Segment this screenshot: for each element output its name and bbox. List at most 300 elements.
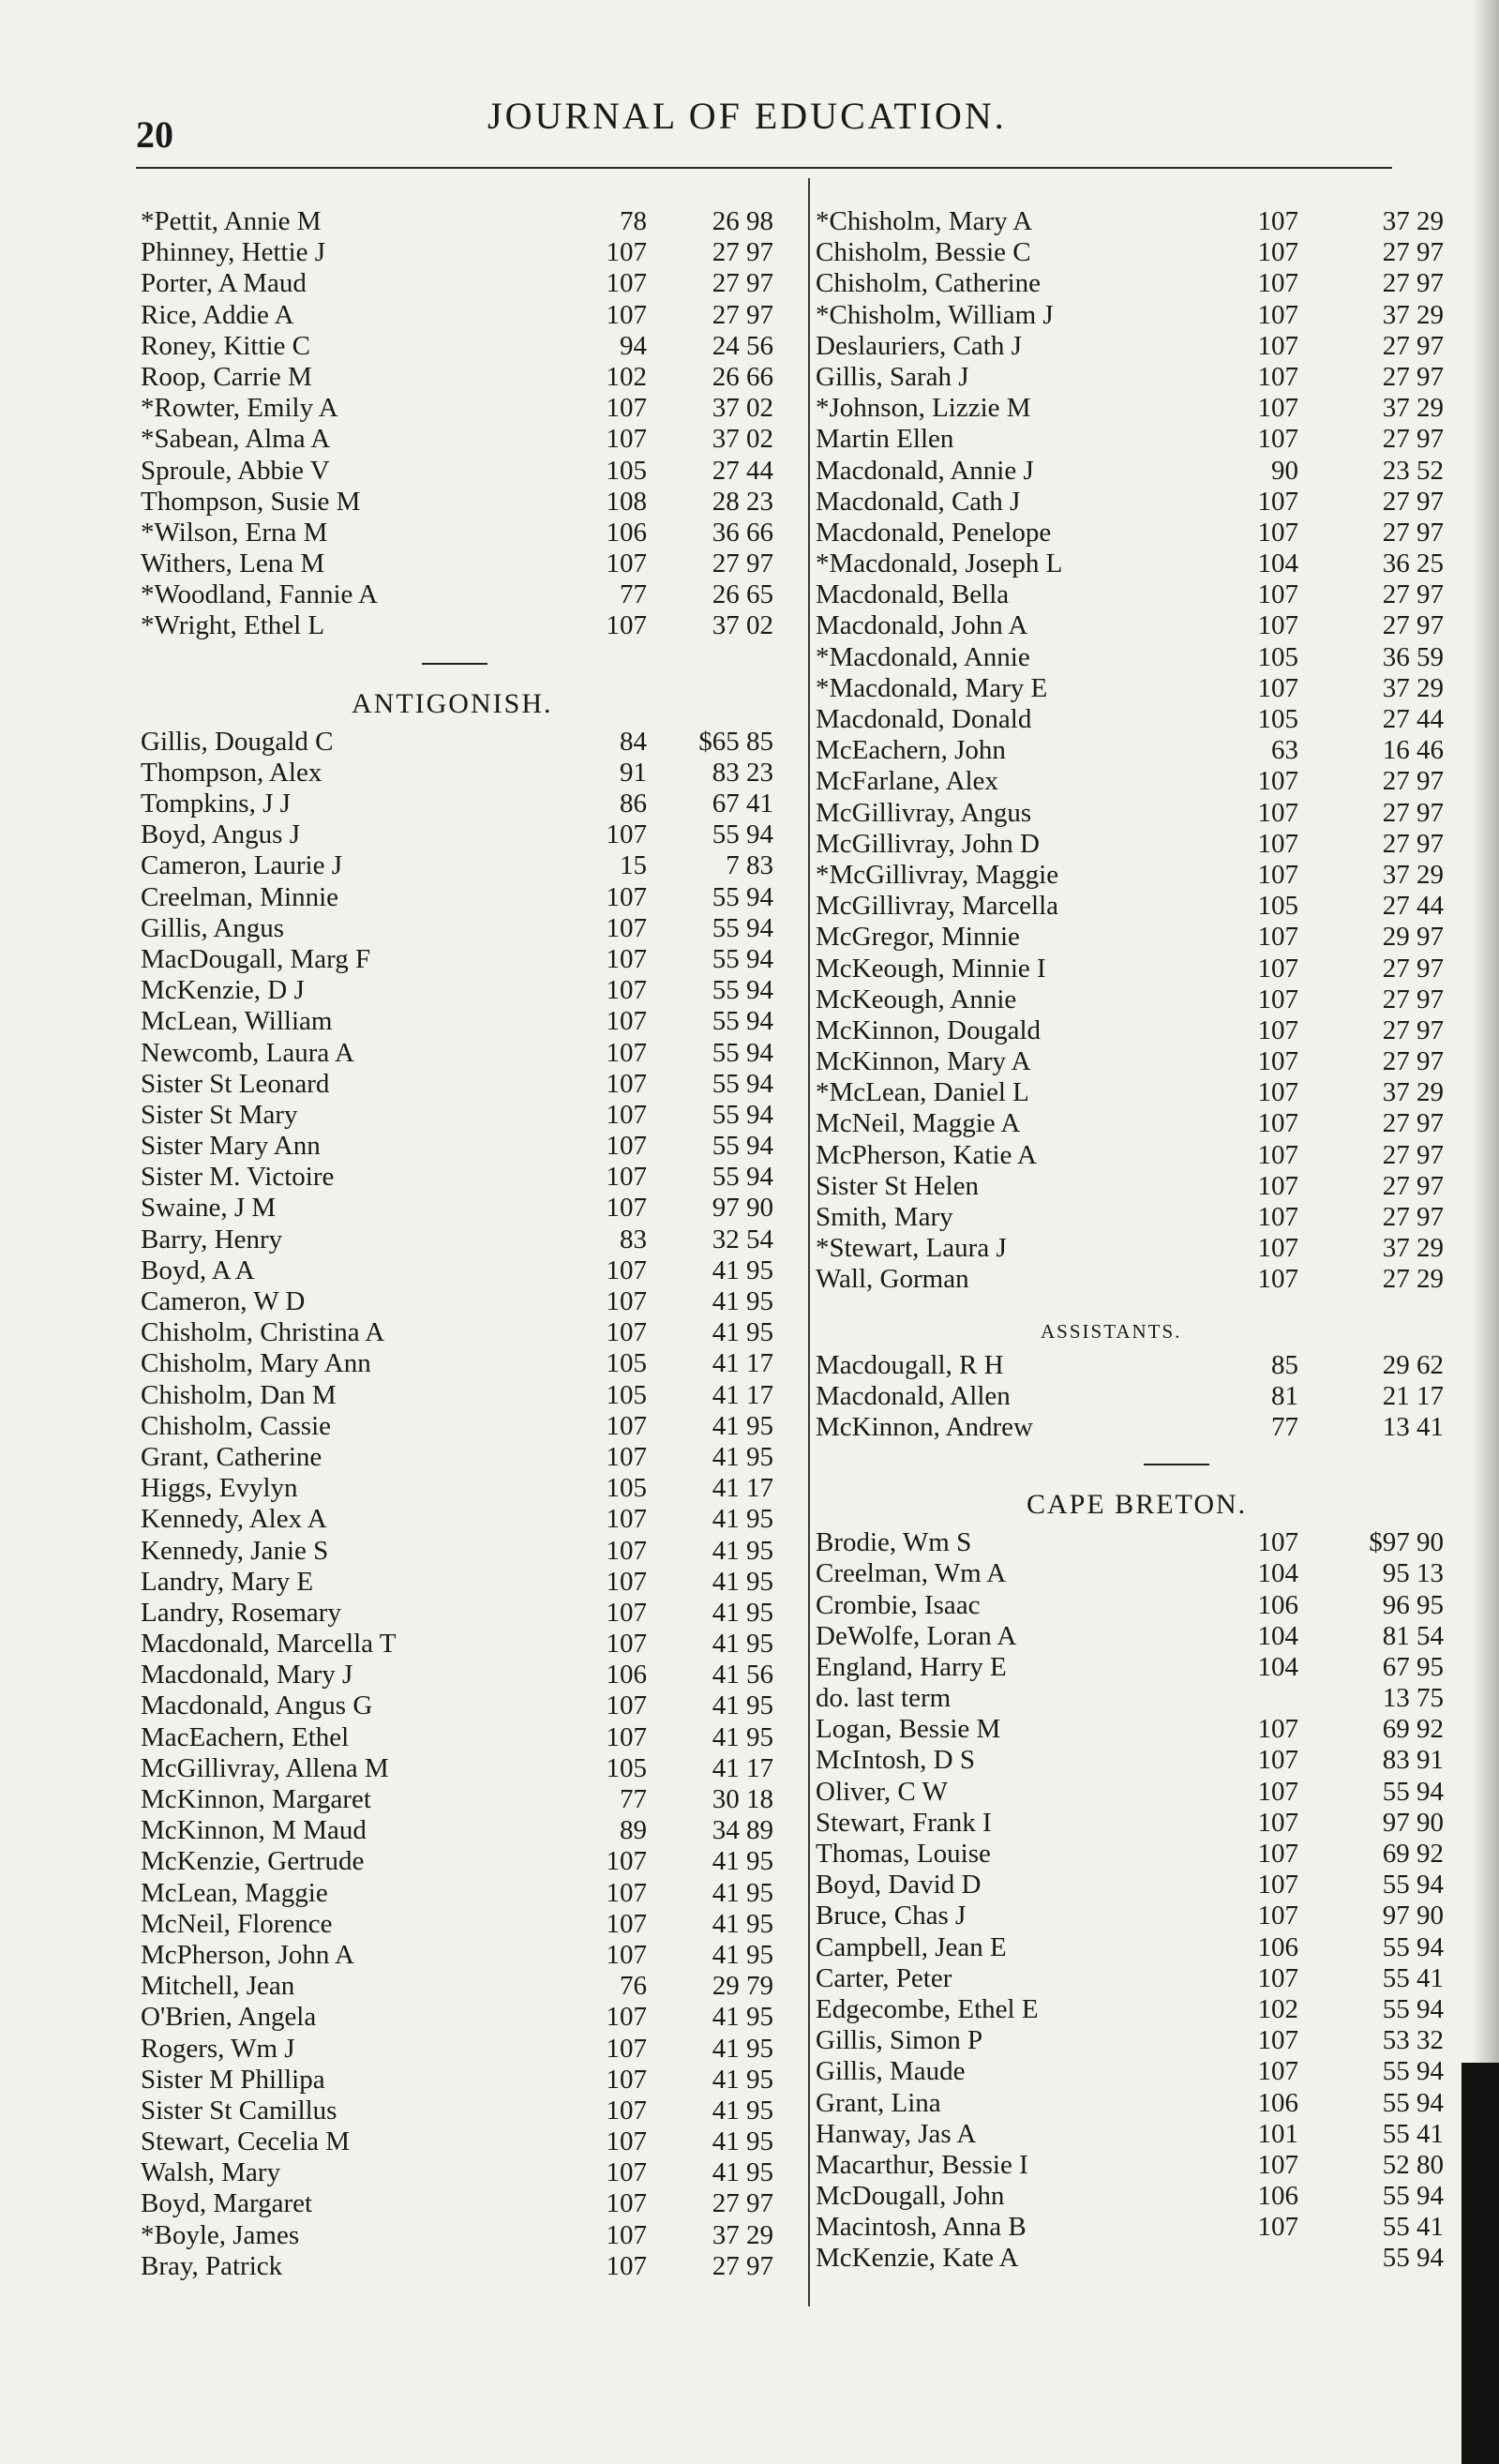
row-amount: 37 29 [1382, 1077, 1444, 1108]
row-amount: 41 95 [712, 1535, 773, 1566]
row-name: *Chisholm, William J [816, 299, 1054, 330]
row-amount: 41 95 [712, 1504, 773, 1535]
row-days: 107 [606, 1846, 647, 1877]
row-name: *Macdonald, Mary E [816, 672, 1048, 703]
row-amount: 27 97 [1382, 486, 1444, 517]
table-row [816, 1683, 1472, 1714]
row-name: McKenzie, Kate A [816, 2243, 1019, 2274]
table-row [816, 642, 1472, 673]
row-amount: 55 94 [712, 943, 773, 974]
table-row [141, 548, 797, 579]
row-name: Thompson, Susie M [141, 486, 361, 517]
row-name: Sister M. Victoire [141, 1162, 335, 1193]
row-days: 107 [606, 1721, 647, 1752]
row-amount: 27 29 [1382, 1264, 1444, 1295]
row-days: 107 [606, 1877, 647, 1908]
row-amount: 29 62 [1382, 1349, 1444, 1380]
row-amount: 55 94 [1382, 1993, 1444, 2024]
table-row [816, 393, 1472, 424]
row-amount: 55 41 [1382, 1962, 1444, 1993]
row-amount: 55 94 [1382, 1870, 1444, 1901]
row-name: McGregor, Minnie [816, 922, 1020, 953]
row-amount: 27 97 [1382, 237, 1444, 268]
row-days: 107 [606, 424, 647, 455]
table-row [816, 1140, 1472, 1171]
table-row [141, 1909, 797, 1940]
row-name: Boyd, A A [141, 1255, 255, 1285]
table-row [816, 735, 1472, 766]
row-amount: 30 18 [712, 1784, 773, 1814]
row-name: Gillis, Angus [141, 912, 285, 943]
row-days: 107 [606, 943, 647, 974]
row-days: 107 [606, 2002, 647, 2033]
row-days: 107 [1257, 984, 1298, 1014]
table-row [816, 206, 1472, 237]
table-row [816, 237, 1472, 268]
table-row [141, 1069, 797, 1100]
row-amount: 41 95 [712, 2064, 773, 2095]
right-first-list [816, 206, 1472, 1296]
row-days: 107 [606, 2188, 647, 2219]
row-amount: 27 97 [1382, 610, 1444, 641]
row-amount: 55 94 [1382, 1776, 1444, 1807]
table-row [141, 362, 797, 393]
assistants-list [816, 1350, 1472, 1444]
row-name: DeWolfe, Loran A [816, 1620, 1017, 1651]
section-rule [422, 663, 487, 665]
row-name: *Woodland, Fannie A [141, 579, 378, 610]
table-row [141, 487, 797, 518]
row-amount: 27 97 [1382, 1014, 1444, 1045]
row-name: Rice, Addie A [141, 299, 294, 330]
row-name: Stewart, Cecelia M [141, 2126, 351, 2157]
row-name: McGillivray, Allena M [141, 1752, 389, 1783]
row-name: Smith, Mary [816, 1202, 953, 1232]
row-amount: 37 29 [1382, 859, 1444, 890]
row-amount: 55 94 [712, 1162, 773, 1193]
row-name: Bruce, Chas J [816, 1901, 967, 1931]
table-row [816, 2243, 1472, 2274]
row-amount: 41 95 [712, 1566, 773, 1597]
row-name: McFarlane, Alex [816, 766, 998, 797]
row-amount: 26 66 [712, 361, 773, 392]
table-row [816, 487, 1472, 518]
row-days: 107 [606, 1286, 647, 1316]
table-row [816, 1590, 1472, 1621]
row-name: Macdonald, Annie J [816, 455, 1034, 486]
row-name: Sister Mary Ann [141, 1131, 321, 1162]
table-row [816, 2212, 1472, 2243]
table-row [816, 1350, 1472, 1381]
row-amount: 41 17 [712, 1752, 773, 1783]
row-amount: 27 97 [712, 548, 773, 579]
row-days: 107 [606, 1908, 647, 1939]
row-amount: 27 97 [1382, 828, 1444, 859]
table-row [141, 1193, 797, 1224]
row-days: 107 [1257, 1839, 1298, 1869]
table-row [141, 268, 797, 299]
table-row [141, 1100, 797, 1131]
row-days: 107 [606, 1162, 647, 1193]
row-amount: 97 90 [1382, 1901, 1444, 1931]
row-days: 107 [606, 2219, 647, 2250]
row-days: 107 [1257, 1170, 1298, 1201]
row-amount: $97 90 [1369, 1527, 1444, 1558]
row-amount: 36 66 [712, 517, 773, 548]
row-amount: 27 97 [1382, 1108, 1444, 1139]
row-name: MacEachern, Ethel [141, 1721, 350, 1752]
row-name: Gillis, Sarah J [816, 361, 969, 392]
table-row [141, 1567, 797, 1598]
row-amount: 41 95 [712, 1846, 773, 1877]
row-name: Brodie, Wm S [816, 1527, 972, 1558]
row-days: 107 [606, 1131, 647, 1162]
table-row [141, 789, 797, 819]
row-days: 107 [606, 1255, 647, 1285]
row-days: 107 [606, 1597, 647, 1628]
row-days: 105 [1257, 891, 1298, 922]
row-amount: 26 98 [712, 206, 773, 236]
row-days: 107 [1257, 859, 1298, 890]
table-row [816, 673, 1472, 704]
table-row [141, 331, 797, 362]
row-days: 107 [1257, 1714, 1298, 1745]
row-days: 107 [1257, 486, 1298, 517]
row-amount: 55 94 [1382, 2056, 1444, 2087]
row-name: Boyd, Margaret [141, 2188, 313, 2219]
table-row [141, 1784, 797, 1815]
row-amount: 67 95 [1382, 1651, 1444, 1682]
row-amount: 69 92 [1382, 1839, 1444, 1869]
row-name: McKinnon, Margaret [141, 1784, 371, 1814]
row-name: *Pettit, Annie M [141, 206, 322, 236]
row-days: 83 [620, 1224, 647, 1255]
table-row [141, 2126, 797, 2157]
row-name: Higgs, Evylyn [141, 1473, 298, 1504]
row-name: Thomas, Louise [816, 1839, 991, 1869]
table-row [816, 1046, 1472, 1077]
section-rule [1144, 1464, 1209, 1465]
row-days: 106 [1257, 1589, 1298, 1620]
row-amount: 97 90 [1382, 1807, 1444, 1838]
table-row [141, 1131, 797, 1162]
row-name: *McGillivray, Maggie [816, 859, 1059, 890]
row-amount: 27 97 [712, 268, 773, 299]
table-row [141, 393, 797, 424]
row-amount: 53 32 [1382, 2025, 1444, 2056]
row-name: McPherson, John A [141, 1939, 354, 1970]
row-amount: 37 29 [712, 2219, 773, 2250]
table-row [816, 1621, 1472, 1652]
table-row [141, 1473, 797, 1504]
row-amount: 37 29 [1382, 672, 1444, 703]
page-edge-stain [1462, 2063, 1499, 2464]
table-row [141, 975, 797, 1006]
table-row [141, 1317, 797, 1348]
row-amount: 55 94 [1382, 2087, 1444, 2118]
table-row [816, 1994, 1472, 2025]
row-name: Macdonald, John A [816, 610, 1028, 641]
row-name: *Macdonald, Joseph L [816, 548, 1063, 579]
row-name: Edgecombe, Ethel E [816, 1993, 1039, 2024]
row-days: 107 [1257, 393, 1298, 424]
row-days: 107 [1257, 206, 1298, 236]
table-row [141, 1971, 797, 2002]
row-days: 104 [1257, 1620, 1298, 1651]
row-amount: 27 97 [1382, 1170, 1444, 1201]
row-name: Macdonald, Bella [816, 579, 1010, 610]
table-row [816, 2025, 1472, 2056]
row-name: *Chisholm, Mary A [816, 206, 1033, 236]
row-name: Swaine, J M [141, 1193, 277, 1224]
row-name: Withers, Lena M [141, 548, 325, 579]
table-row [141, 610, 797, 641]
row-name: McKenzie, D J [141, 975, 305, 1006]
table-row [141, 206, 797, 237]
table-row [141, 579, 797, 610]
row-amount: 41 56 [712, 1660, 773, 1690]
table-row [816, 922, 1472, 953]
row-amount: 37 29 [1382, 393, 1444, 424]
row-days: 107 [1257, 330, 1298, 361]
table-row [141, 882, 797, 913]
row-name: Rogers, Wm J [141, 2033, 295, 2064]
table-row [816, 362, 1472, 393]
row-name: Chisholm, Christina A [141, 1317, 385, 1348]
row-amount: 27 44 [1382, 704, 1444, 734]
row-name: Sister St Leonard [141, 1068, 330, 1099]
row-days: 105 [606, 1752, 647, 1783]
row-name: Sister St Camillus [141, 2095, 337, 2126]
row-amount: 55 41 [1382, 2118, 1444, 2149]
row-amount: 37 29 [1382, 1233, 1444, 1264]
table-row [141, 1224, 797, 1255]
table-row [816, 1264, 1472, 1295]
row-amount: 27 97 [1382, 953, 1444, 984]
row-days: 107 [606, 1410, 647, 1441]
row-name: Newcomb, Laura A [141, 1037, 354, 1068]
row-amount: 36 25 [1382, 548, 1444, 579]
row-days: 107 [1257, 517, 1298, 548]
table-row [816, 1714, 1472, 1745]
table-row [816, 798, 1472, 829]
table-row [141, 1442, 797, 1473]
row-days: 107 [606, 2064, 647, 2095]
left-first-list [141, 206, 797, 642]
table-row [816, 1412, 1472, 1443]
row-amount: 41 95 [712, 2095, 773, 2126]
row-name: Thompson, Alex [141, 757, 322, 788]
row-days: 107 [1257, 1014, 1298, 1045]
row-name: Macdonald, Marcella T [141, 1629, 397, 1660]
table-row [816, 1901, 1472, 1931]
row-days: 104 [1257, 1558, 1298, 1589]
row-name: Kennedy, Janie S [141, 1535, 329, 1566]
table-row [141, 2251, 797, 2282]
header-rule [136, 167, 1392, 169]
column-divider [808, 178, 810, 2306]
row-amount: 41 95 [712, 2033, 773, 2064]
table-row [816, 860, 1472, 891]
row-amount: 55 94 [1382, 2181, 1444, 2212]
table-row [141, 2065, 797, 2096]
row-days: 108 [606, 486, 647, 517]
row-days: 107 [606, 912, 647, 943]
row-days: 107 [606, 2095, 647, 2126]
table-row [816, 456, 1472, 487]
table-row [816, 548, 1472, 579]
row-days: 107 [606, 1690, 647, 1721]
row-name: Tompkins, J J [141, 789, 291, 819]
row-days: 107 [606, 1068, 647, 1099]
table-row [141, 1722, 797, 1753]
antigonish-heading: ANTIGONISH. [352, 687, 553, 719]
row-name: McKenzie, Gertrude [141, 1846, 365, 1877]
row-name: Macdonald, Mary J [141, 1660, 353, 1690]
row-days: 84 [620, 726, 647, 757]
row-name: Logan, Bessie M [816, 1714, 1001, 1745]
table-row [141, 2002, 797, 2033]
row-amount: 41 95 [712, 1877, 773, 1908]
row-name: *Wilson, Erna M [141, 517, 328, 548]
table-row [141, 1940, 797, 1971]
row-days: 107 [606, 1939, 647, 1970]
row-amount: 41 95 [712, 1255, 773, 1285]
table-row [816, 954, 1472, 984]
table-row [816, 1839, 1472, 1870]
table-row [816, 579, 1472, 610]
row-amount: 55 41 [1382, 2212, 1444, 2243]
row-days: 89 [620, 1815, 647, 1846]
row-name: Hanway, Jas A [816, 2118, 977, 2149]
table-row [141, 1660, 797, 1690]
row-amount: 27 44 [1382, 891, 1444, 922]
table-row [816, 1077, 1472, 1108]
table-row [141, 944, 797, 975]
row-name: Chisholm, Cassie [141, 1410, 332, 1441]
row-amount: 55 94 [712, 1131, 773, 1162]
row-days: 107 [606, 393, 647, 424]
table-row [816, 1745, 1472, 1776]
table-row [816, 1558, 1472, 1589]
row-amount: 55 94 [712, 1006, 773, 1037]
row-name: McIntosh, D S [816, 1745, 975, 1776]
row-amount: 13 75 [1382, 1683, 1444, 1714]
page-number: 20 [136, 113, 173, 156]
row-amount: 55 94 [712, 975, 773, 1006]
row-days: 107 [606, 1006, 647, 1037]
table-row [141, 1815, 797, 1846]
row-amount: 27 97 [1382, 984, 1444, 1014]
table-row [141, 456, 797, 487]
row-amount: 27 44 [712, 455, 773, 486]
row-amount: 27 97 [1382, 361, 1444, 392]
row-name: McLean, William [141, 1006, 333, 1037]
table-row [816, 1202, 1472, 1233]
row-amount: 37 29 [1382, 299, 1444, 330]
table-row [141, 1504, 797, 1535]
row-days: 107 [1257, 828, 1298, 859]
row-days: 107 [1257, 1745, 1298, 1776]
row-name: Sister St Helen [816, 1170, 979, 1201]
row-name: *Sabean, Alma A [141, 424, 331, 455]
row-days: 107 [1257, 237, 1298, 268]
row-days: 107 [606, 1037, 647, 1068]
table-row [141, 727, 797, 758]
row-name: McGillivray, John D [816, 828, 1040, 859]
row-amount: 55 94 [712, 819, 773, 850]
row-days: 107 [1257, 361, 1298, 392]
row-amount: 69 92 [1382, 1714, 1444, 1745]
row-amount: 37 02 [712, 610, 773, 641]
row-amount: 37 02 [712, 424, 773, 455]
row-name: McKeough, Annie [816, 984, 1017, 1014]
row-amount: 55 94 [712, 912, 773, 943]
row-amount: 67 41 [712, 789, 773, 819]
table-row [141, 1348, 797, 1379]
row-days: 101 [1257, 2118, 1298, 2149]
table-row [816, 2119, 1472, 2150]
table-row [816, 2150, 1472, 2181]
row-name: Macdonald, Donald [816, 704, 1032, 734]
row-name: Martin Ellen [816, 424, 954, 455]
row-amount: 41 95 [712, 2157, 773, 2188]
row-name: Barry, Henry [141, 1224, 283, 1255]
row-days: 107 [606, 1566, 647, 1597]
row-amount: 52 80 [1382, 2149, 1444, 2180]
table-row [141, 1753, 797, 1784]
table-row [141, 819, 797, 850]
row-days: 78 [620, 206, 647, 236]
row-amount: 27 97 [1382, 1046, 1444, 1077]
row-name: Cameron, W D [141, 1286, 306, 1316]
row-days: 107 [1257, 2212, 1298, 2243]
row-name: Sproule, Abbie V [141, 455, 330, 486]
table-row [816, 1870, 1472, 1901]
row-days: 107 [1257, 2056, 1298, 2087]
table-row [141, 424, 797, 455]
table-row [816, 891, 1472, 922]
table-row [816, 829, 1472, 860]
row-amount: 16 46 [1382, 735, 1444, 766]
row-amount: 29 97 [1382, 922, 1444, 953]
row-name: McNeil, Florence [141, 1908, 333, 1939]
row-amount: 27 97 [712, 2250, 773, 2281]
table-row [141, 1162, 797, 1193]
row-amount: 27 97 [1382, 579, 1444, 610]
row-days: 106 [1257, 2087, 1298, 2118]
row-days: 107 [1257, 797, 1298, 828]
row-name: Carter, Peter [816, 1962, 952, 1993]
row-name: O'Brien, Angela [141, 2002, 317, 2033]
row-days: 102 [606, 361, 647, 392]
row-amount: 13 41 [1382, 1411, 1444, 1442]
table-row [816, 1777, 1472, 1808]
left-column [141, 206, 797, 2282]
table-row [816, 610, 1472, 641]
row-amount: 41 95 [712, 1597, 773, 1628]
row-name: Gillis, Dougald C [141, 726, 334, 757]
table-row [141, 237, 797, 268]
row-amount: 27 97 [1382, 1202, 1444, 1232]
row-days: 85 [1271, 1349, 1298, 1380]
row-name: Macdonald, Angus G [141, 1690, 373, 1721]
row-days: 104 [1257, 1651, 1298, 1682]
row-name: Sister St Mary [141, 1099, 298, 1130]
row-name: McGillivray, Marcella [816, 891, 1059, 922]
row-name: McNeil, Maggie A [816, 1108, 1021, 1139]
table-row [141, 1380, 797, 1411]
